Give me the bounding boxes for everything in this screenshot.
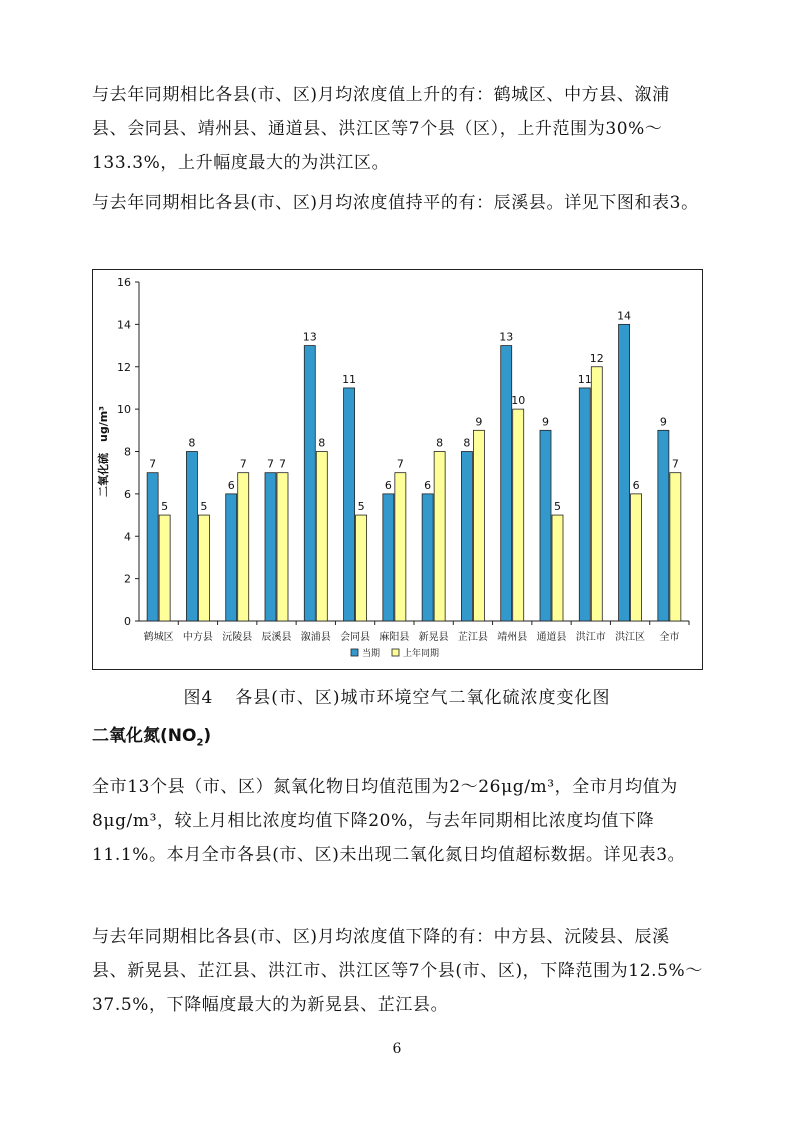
x-tick-label: 洪江市 [575,632,606,643]
x-tick-label: 新晃县 [418,632,449,643]
data-label: 7 [267,457,274,471]
data-label: 6 [384,478,392,492]
bar-current [422,494,433,621]
data-label: 7 [279,457,286,471]
data-label: 5 [161,500,169,514]
bar-last-year [238,473,249,621]
data-label: 5 [357,500,365,514]
data-label: 9 [475,415,483,429]
x-tick-label: 靖州县 [497,632,528,643]
figure-number: 图4 [183,688,214,708]
bar-current [619,324,630,621]
heading-subscript: 2 [196,737,204,749]
data-label: 13 [302,330,317,344]
page-number: 6 [392,1041,402,1057]
y-axis-label: 二氧化硫 ug/m³ [97,405,110,498]
data-label: 10 [511,394,526,408]
bar-current [186,452,197,622]
bar-current [226,494,237,621]
y-tick-label: 8 [124,445,131,459]
x-tick-label: 会同县 [340,632,371,643]
bar-last-year [395,473,406,621]
x-tick-label: 溆浦县 [300,632,331,643]
bar-last-year [434,452,445,622]
so2-chart-frame [92,269,703,670]
data-label: 11 [577,372,592,386]
bar-last-year [670,473,681,621]
paragraph-so2-flat: 与去年同期相比各县(市、区)月均浓度值持平的有：辰溪县。详见下图和表3。 [92,193,699,213]
data-label: 8 [463,436,471,450]
x-tick-label: 麻阳县 [379,632,410,643]
bar-last-year [513,409,524,621]
y-tick-label: 4 [124,530,131,544]
x-tick-label: 全市 [659,632,680,643]
data-label: 5 [200,500,208,514]
paragraph-no2-decrease: 与去年同期相比各县(市、区)月均浓度值下降的有：中方县、沅陵县、辰溪县、新晃县、芷江县、洪江市、洪江区等7个县(市、区)，下降范围为12.5%～37.5%，下降幅度最大的为新晃县、芷江县。 [92,927,703,1015]
y-tick-label: 10 [117,403,131,417]
data-label: 8 [318,436,326,450]
bar-current [579,388,590,621]
paragraph-so2-increase: 与去年同期相比各县(市、区)月均浓度值上升的有：鹤城区、中方县、溆浦县、会同县、靖州县、通道县、洪江区等7个县（区），上升范围为30%～133.3%，上升幅度最大的为洪江区。 [92,85,670,173]
bar-last-year [631,494,642,621]
data-label: 14 [617,309,632,323]
figure-title: 各县(市、区)城市环境空气二氧化硫浓度变化图 [235,688,611,708]
heading-close: ) [203,726,212,746]
data-label: 8 [436,436,444,450]
legend-swatch [351,649,358,656]
bar-current [383,494,394,621]
data-label: 9 [659,415,667,429]
section-heading-no2 [92,721,211,748]
data-label: 9 [542,415,549,429]
bar-current [501,346,512,621]
data-label: 7 [396,457,404,471]
data-label: 13 [499,330,514,344]
bar-last-year [591,367,602,621]
data-label: 6 [632,478,640,492]
y-tick-label: 2 [124,572,131,586]
data-label: 12 [589,351,604,365]
x-tick-label: 通道县 [536,632,567,643]
heading-text: 二氧化氮(NO [92,726,197,746]
x-tick-label: 沅陵县 [222,632,253,643]
bar-current [344,388,355,621]
data-label: 5 [554,500,561,514]
y-tick-label: 16 [117,276,131,289]
legend-label: 上年同期 [403,649,440,659]
data-label: 7 [671,457,679,471]
bar-current [304,346,315,621]
data-label: 7 [239,457,247,471]
bar-last-year [552,515,563,621]
bar-current [658,430,669,621]
bar-current [540,430,551,621]
y-tick-label: 6 [124,487,131,501]
bar-last-year [277,473,288,621]
x-tick-label: 辰溪县 [261,632,292,643]
bar-last-year [159,515,170,621]
figure-caption [0,683,794,708]
bar-last-year [316,452,327,622]
data-label: 11 [342,372,357,386]
data-label: 7 [149,457,157,471]
so2-bar-chart [93,270,702,669]
bar-last-year [473,430,484,621]
bar-current [147,473,158,621]
x-tick-label: 芷江县 [457,632,488,643]
bar-current [265,473,276,621]
data-label: 8 [188,436,196,450]
x-tick-label: 洪江区 [615,632,646,643]
bar-last-year [198,515,209,621]
paragraph-no2-summary: 全市13个县（市、区）氮氧化物日均值范围为2～26μg/m³，全市月均值为8μg/m³，较上月相比浓度均值下降20%，与去年同期相比浓度均值下降11.1%。本月全市各县(市、区)未出现二氧化氮日均值超标数据。详见表3。 [92,777,686,865]
x-tick-label: 中方县 [182,632,213,643]
y-tick-label: 12 [117,360,131,374]
x-tick-label: 鹤城区 [143,632,174,643]
bar-last-year [356,515,367,621]
data-label: 6 [424,478,432,492]
y-tick-label: 0 [124,615,131,628]
y-tick-label: 14 [117,318,131,332]
data-label: 6 [227,478,235,492]
legend-label: 当期 [362,649,381,659]
bar-current [461,452,472,622]
legend-swatch [392,649,399,656]
